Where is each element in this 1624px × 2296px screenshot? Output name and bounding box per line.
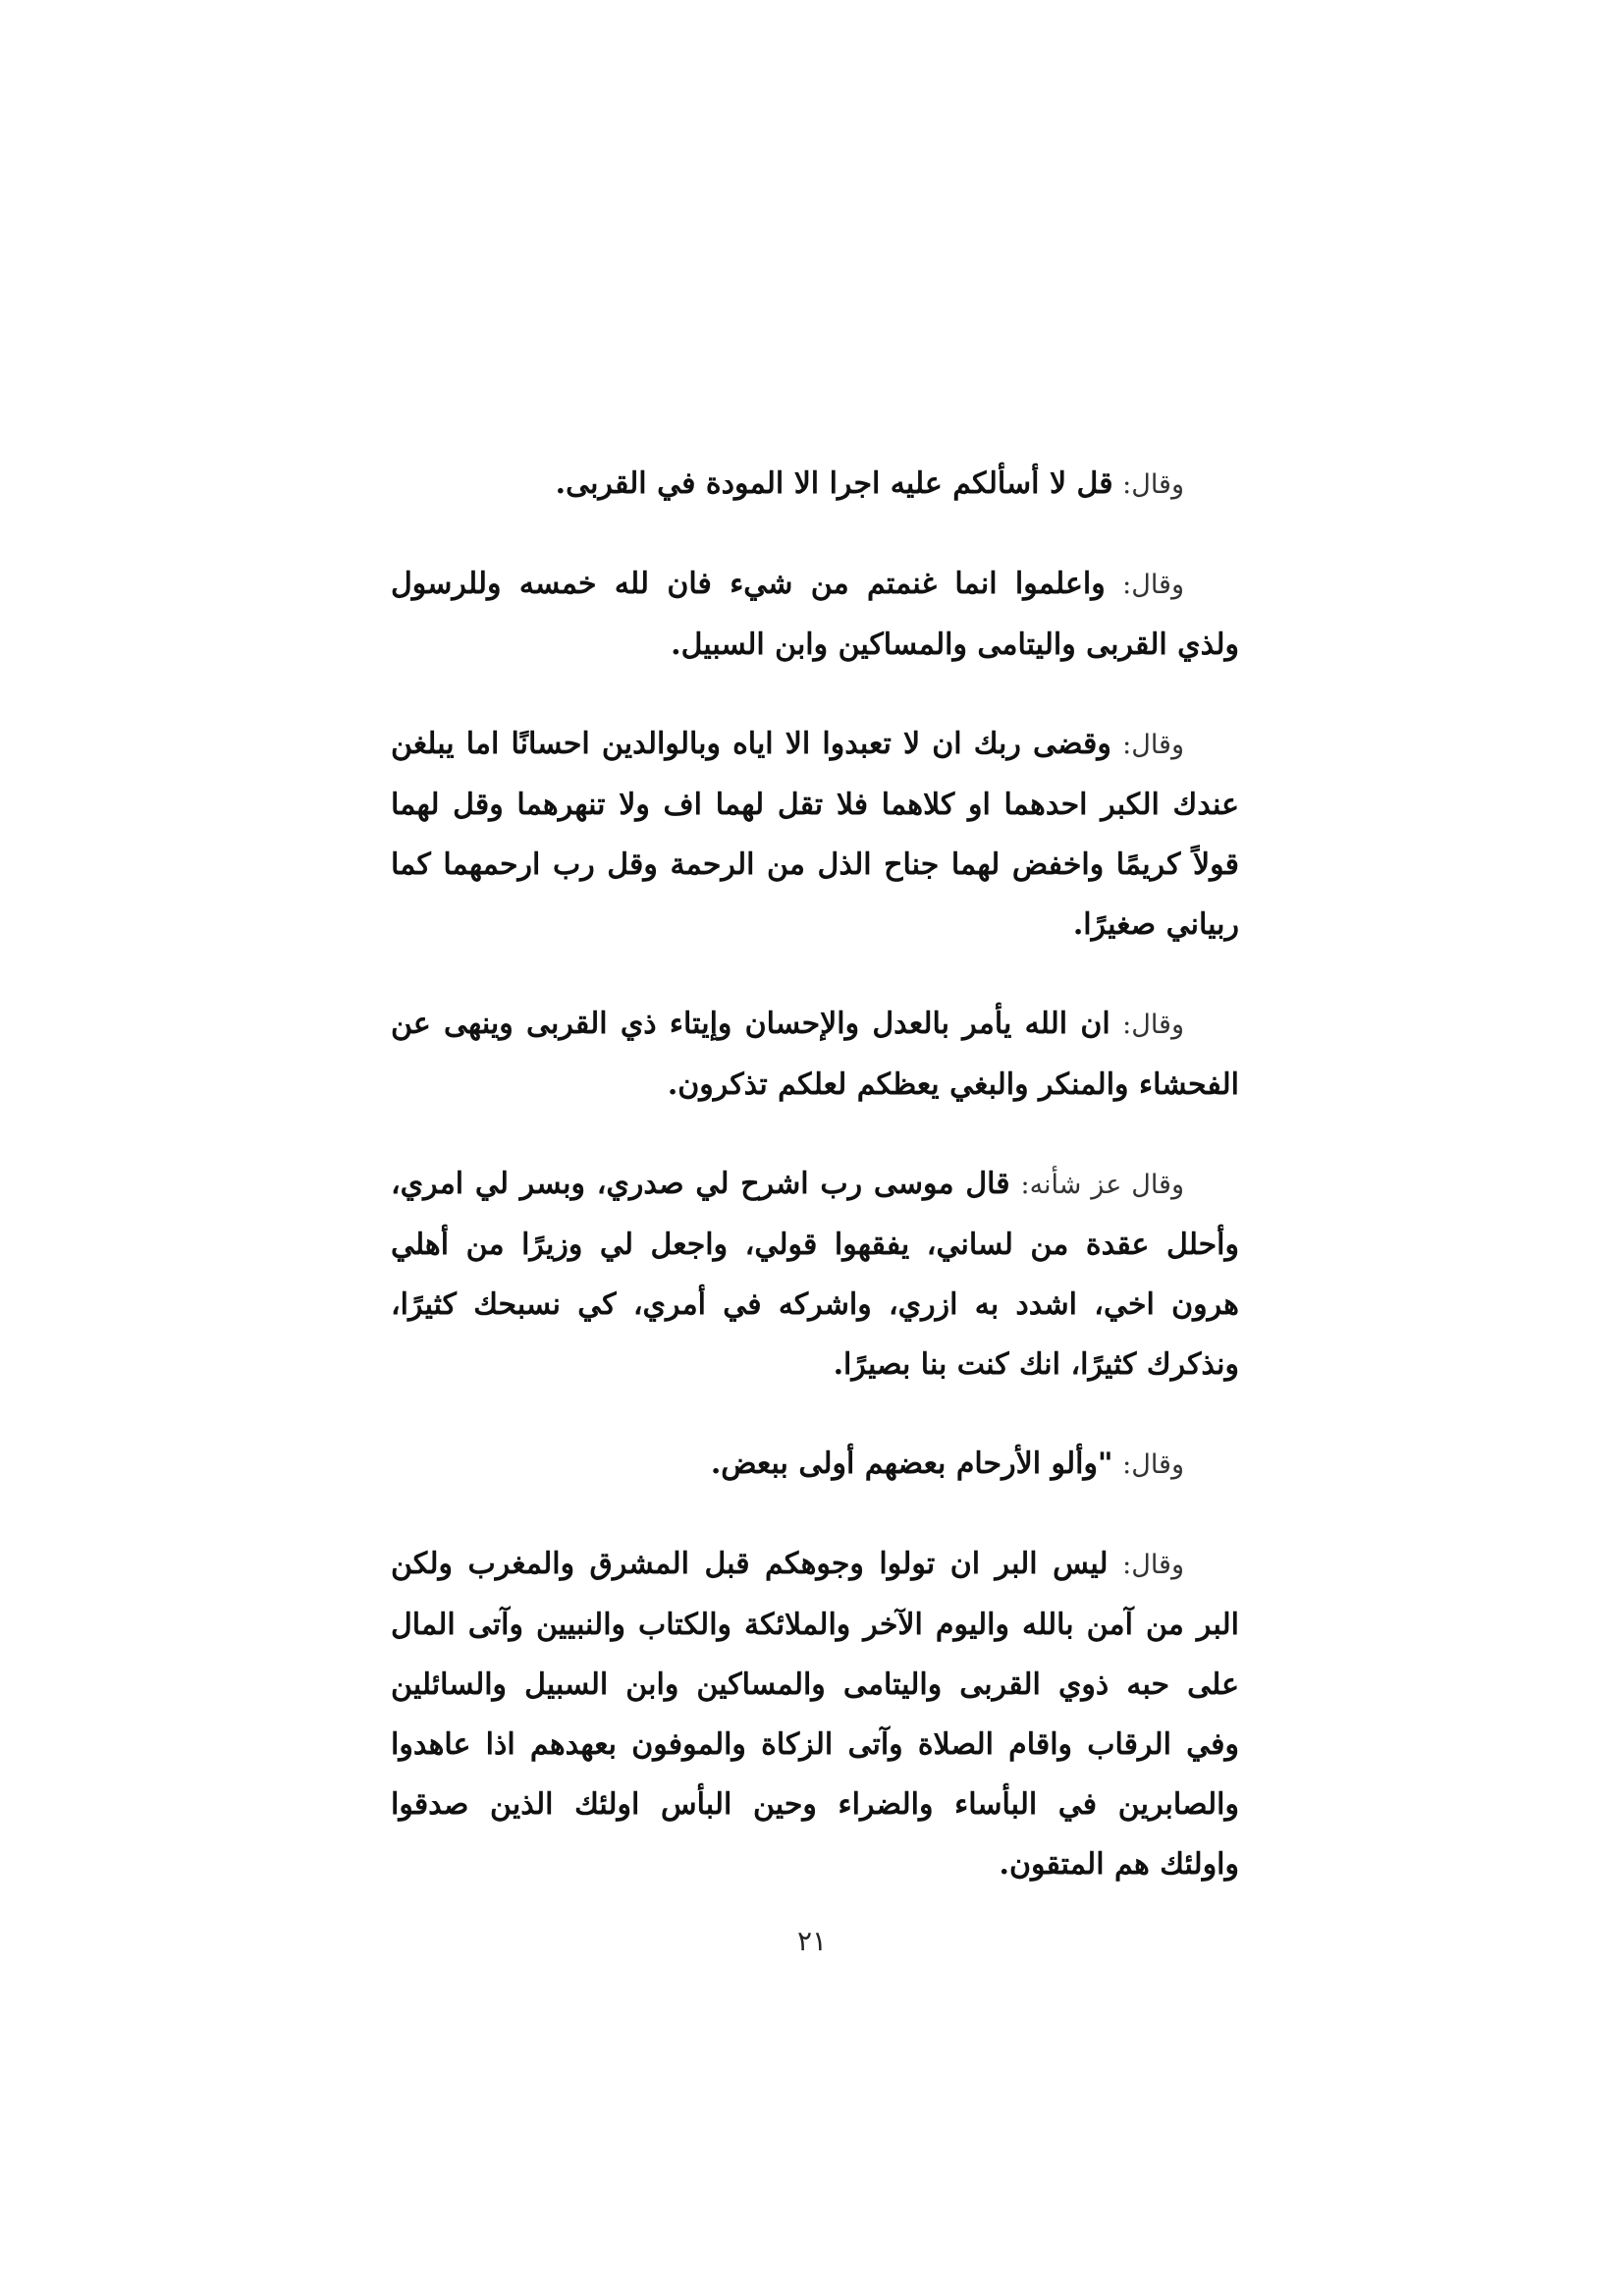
text-body bbox=[391, 454, 1239, 1934]
paragraph-quote: وقضى ربك ان لا تعبدوا الا اياه وبالوالدين احسانًا اما يبلغن عندك الكبر احدهما او كلاهما فلا تقل لهما اف ولا تنهرهما وقل لهما قولاً كريمًا واخفض لهما جناح الذل من الرحمة وقل رب ارحمهما كما ربياني صغيرًا. bbox=[391, 727, 1239, 942]
paragraph-intro: وقال: bbox=[1122, 1010, 1184, 1040]
paragraph-3 bbox=[391, 714, 1239, 955]
paragraph-6 bbox=[391, 1434, 1239, 1495]
paragraph-intro: وقال: bbox=[1122, 1449, 1184, 1480]
paragraph-intro: وقال: bbox=[1122, 730, 1184, 760]
paragraph-2 bbox=[391, 554, 1239, 675]
paragraph-7 bbox=[391, 1534, 1239, 1894]
paragraph-quote: واعلموا انما غنمتم من شيء فان لله خمسه وللرسول ولذي القربى واليتامى والمساكين وابن السبيل. bbox=[391, 567, 1239, 662]
paragraph-intro: وقال: bbox=[1122, 570, 1184, 600]
paragraph-quote: "وألو الأرحام بعضهم أولى ببعض. bbox=[710, 1447, 1113, 1481]
paragraph-quote: ليس البر ان تولوا وجوهكم قبل المشرق والمغرب ولكن البر من آمن بالله واليوم الآخر والملائكة والكتاب والنبيين وآتى المال على حبه ذوي القربى واليتامى والمساكين وابن السبيل والسائلين وفي الرقاب واقام الصلاة وآتى الزكاة والموفون بعهدهم اذا عاهدوا والصابرين في البأساء والضراء وحين البأس اولئك الذين صدقوا واولئك هم المتقون. bbox=[391, 1547, 1239, 1882]
paragraph-intro: وقال عز شأنه: bbox=[1020, 1170, 1184, 1200]
paragraph-quote: قال موسى رب اشرح لي صدري، وبسر لي امري، وأحلل عقدة من لساني، يفقهوا قولي، واجعل لي وزيرًا من أهلي هرون اخي، اشدد به ازري، واشركه في أمري، كي نسبحك كثيرًا، ونذكرك كثيرًا، انك كنت بنا بصيرًا. bbox=[391, 1167, 1239, 1382]
page-number: ٢١ bbox=[796, 1925, 828, 1957]
paragraph-5 bbox=[391, 1154, 1239, 1394]
paragraph-1 bbox=[391, 454, 1239, 515]
paragraph-quote: قل لا أسألكم عليه اجرا الا المودة في القربى. bbox=[555, 466, 1113, 501]
paragraph-quote: ان الله يأمر بالعدل والإحسان وإيتاء ذي القربى وينهى عن الفحشاء والمنكر والبغي يعظكم لعلكم تذكرون. bbox=[391, 1007, 1239, 1102]
paragraph-intro: وقال: bbox=[1122, 469, 1184, 500]
paragraph-4 bbox=[391, 994, 1239, 1115]
paragraph-intro: وقال: bbox=[1122, 1550, 1184, 1580]
